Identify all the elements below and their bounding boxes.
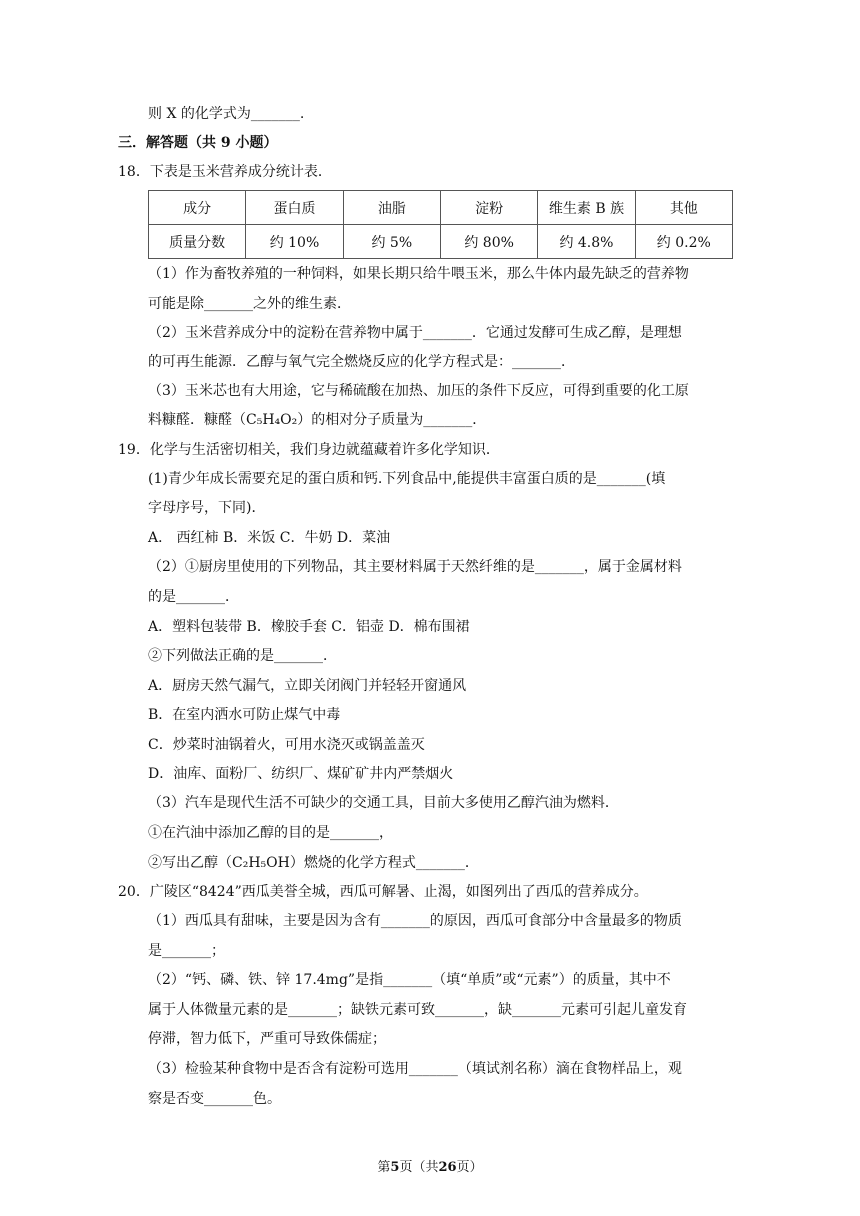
text-line: 属于人体微量元素的是_______；缺铁元素可致_______，缺_______元素可引起儿童发育 (148, 1002, 687, 1018)
text-line: ②写出乙醇（C₂H₅OH）燃烧的化学方程式_______． (148, 855, 479, 871)
table-cell: 淀粉 (440, 191, 537, 225)
text-line: 三．解答题（共 9 小题） (118, 135, 278, 151)
text-line: （1）西瓜具有甜味，主要是因为含有_______的原因，西瓜可食部分中含量最多的物质 (148, 913, 682, 929)
footer-mid: 页（共 (399, 1160, 439, 1175)
text-line: 停滞，智力低下，严重可导致侏儒症； (148, 1031, 386, 1047)
text-line: （2）玉米营养成分中的淀粉在营养物中属于_______．它通过发酵可生成乙醇，是理想 (148, 325, 682, 341)
text-line: （3）检验某种食物中是否含有淀粉可选用_______（填试剂名称）滴在食物样品上，观 (148, 1061, 682, 1077)
text-line: （3）汽车是现代生活不可缺少的交通工具，目前大多使用乙醇汽油为燃料． (148, 795, 619, 811)
page-footer (0, 1156, 860, 1175)
text-line: 字母序号，下同)． (148, 500, 266, 516)
text-line: 19．化学与生活密切相关，我们身边就蕴藏着许多化学知识． (118, 442, 500, 458)
footer-prefix: 第 (377, 1160, 391, 1175)
text-line: A．厨房天然气漏气，立即关闭阀门并轻轻开窗通风 (148, 678, 467, 694)
text-line: 可能是除_______之外的维生素． (148, 296, 351, 312)
text-line: C．炒菜时油锅着火，可用水浇灭或锅盖盖灭 (148, 737, 425, 753)
table-cell: 质量分数 (149, 225, 246, 259)
table-cell: 约 4.8% (538, 225, 635, 259)
text-line: 料糠醛．糠醛（C₅H₄O₂）的相对分子质量为_______． (148, 412, 487, 428)
footer-page-number: 5 (390, 1160, 400, 1175)
footer-total-pages: 26 (438, 1160, 457, 1175)
nutrition-table (148, 190, 733, 259)
table-cell: 约 5% (343, 225, 440, 259)
table-cell: 蛋白质 (246, 191, 343, 225)
table-cell: 成分 (149, 191, 246, 225)
table-cell: 其他 (635, 191, 732, 225)
text-line: ①在汽油中添加乙醇的目的是_______， (148, 825, 393, 841)
table-cell: 约 80% (440, 225, 537, 259)
table-row (149, 225, 733, 259)
text-line: 的是_______． (148, 589, 239, 605)
text-line: （2）“钙、磷、铁、锌 17.4mg”是指_______（填“单质”或“元素”）的质量，其中不 (148, 972, 671, 988)
text-line: （2）①厨房里使用的下列物品，其主要材料属于天然纤维的是_______，属于金属材料 (148, 559, 682, 575)
text-line: (1)青少年成长需要充足的蛋白质和钙.下列食品中,能提供丰富蛋白质的是_______(填 (148, 471, 666, 487)
footer-suffix: 页） (456, 1160, 483, 1175)
text-line: A．塑料包装带 B．橡胶手套 C．铝壶 D．棉布围裙 (148, 619, 470, 635)
text-line: 的可再生能源．乙醇与氧气完全燃烧反应的化学方程式是：_______． (148, 354, 575, 370)
table-cell: 约 10% (246, 225, 343, 259)
text-line: 20．广陵区“8424”西瓜美誉全城，西瓜可解暑、止渴，如图列出了西瓜的营养成分。 (118, 884, 648, 900)
text-line: （1）作为畜牧养殖的一种饲料，如果长期只给牛喂玉米，那么牛体内最先缺乏的营养物 (148, 266, 689, 282)
text-line: D．油库、面粉厂、纺织厂、煤矿矿井内严禁烟火 (148, 766, 454, 782)
table-cell: 油脂 (343, 191, 440, 225)
text-line: A． 西红柿 B．米饭 C．牛奶 D．菜油 (148, 530, 391, 546)
text-line: 是_______； (148, 943, 225, 959)
table-header-row (149, 191, 733, 225)
text-line: 则 X 的化学式为_______. (148, 106, 305, 122)
table-cell: 维生素 B 族 (538, 191, 635, 225)
text-line: （3）玉米芯也有大用途，它与稀硫酸在加热、加压的条件下反应，可得到重要的化工原 (148, 383, 689, 399)
text-line: ②下列做法正确的是_______． (148, 648, 337, 664)
table-cell: 约 0.2% (635, 225, 732, 259)
text-line: 察是否变_______色。 (148, 1091, 281, 1107)
text-line: B．在室内洒水可防止煤气中毒 (148, 707, 341, 723)
text-line: 18．下表是玉米营养成分统计表． (118, 164, 332, 180)
